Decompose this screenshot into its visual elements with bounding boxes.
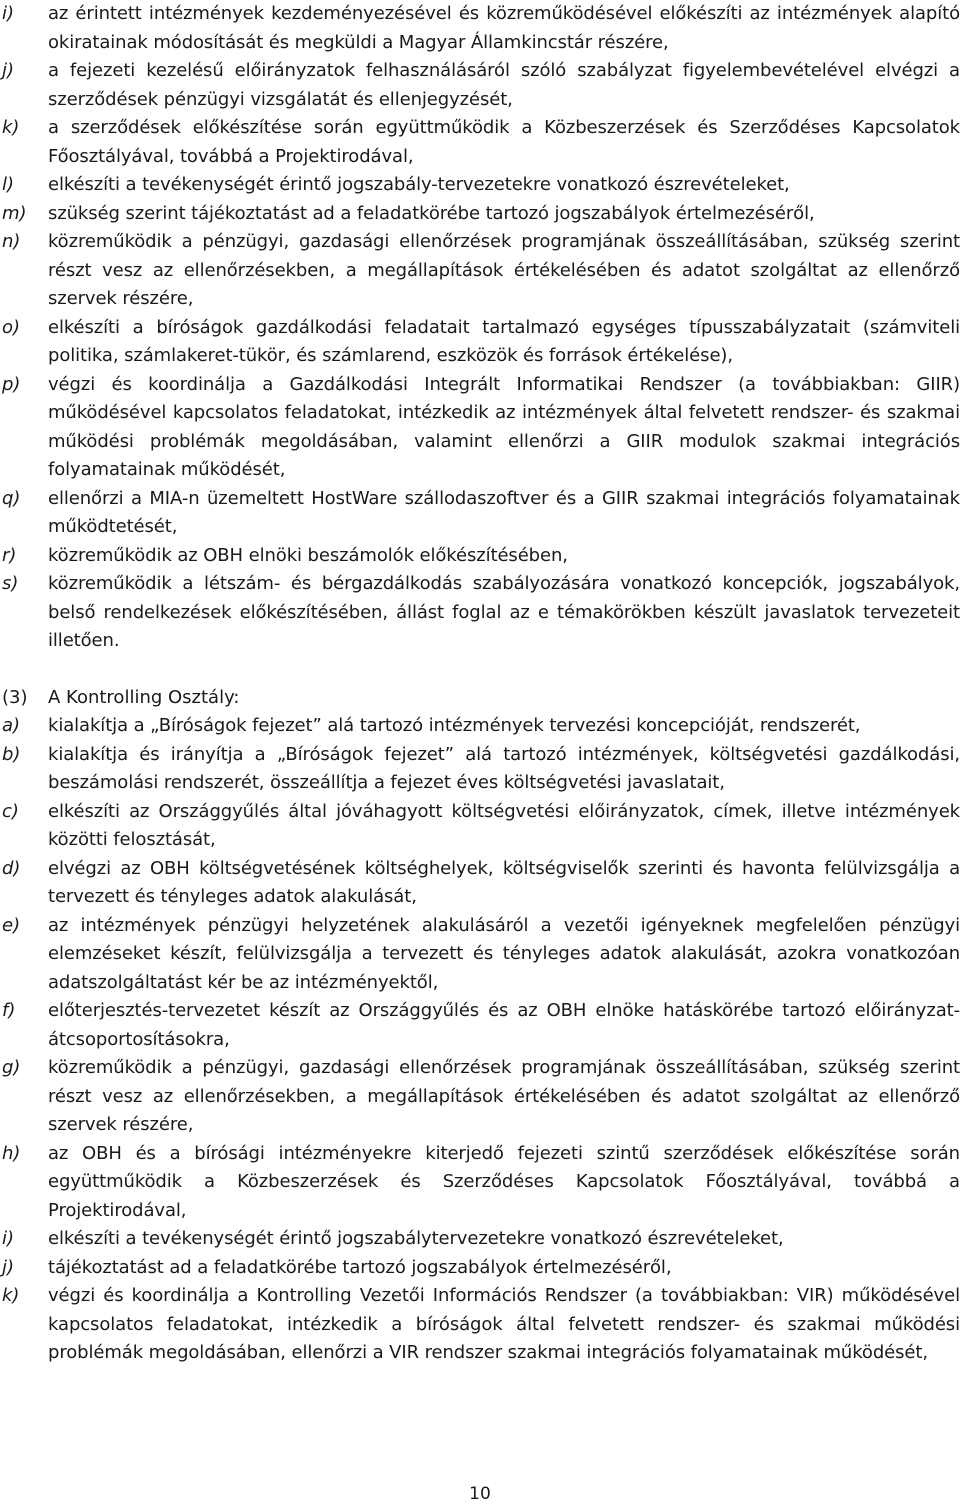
list-item-marker: j) xyxy=(2,1256,15,1278)
list-item xyxy=(0,798,960,855)
list-item-marker: i) xyxy=(2,1228,15,1249)
list-item xyxy=(0,228,960,314)
list-item-marker: q) xyxy=(2,487,21,509)
list-item xyxy=(0,485,960,542)
list-item-marker: s) xyxy=(2,573,19,594)
list-item-text: kialakítja és irányítja a „Bíróságok fejezet” alá tartozó intézmények, költségvetési gazdálkodási, beszámolási rendszerét, összeállítja a fejezet éves költségvetési javaslatait, xyxy=(48,743,960,793)
list-item-text: a fejezeti kezelésű előirányzatok felhasználásáról szóló szabályzat figyelembevételével elvégzi a szerződések pénzügyi vizsgálatát és ellenjegyzését, xyxy=(48,60,960,110)
list-item-text: kialakítja a „Bíróságok fejezet” alá tartozó intézmények tervezési koncepcióját, rendszerét, xyxy=(48,715,861,736)
list-item-text: közreműködik a pénzügyi, gazdasági ellenőrzések programjának összeállításában, szükség szerint részt vesz az ellenőrzésekben, a megállapítások értékelésében és adatot szolgáltat az ellenőrző szervek részére, xyxy=(48,1057,960,1135)
list-item xyxy=(0,570,960,656)
list-item xyxy=(0,1282,960,1368)
list-item-marker: g) xyxy=(2,1057,21,1078)
list-item-text: az érintett intézmények kezdeményezésével és közreműködésével előkészíti az intézmények alapító okiratainak módosítását és megküldi a Magyar Államkincstár részére, xyxy=(48,3,960,53)
list-item-text: elkészíti az Országgyűlés által jóváhagyott költségvetési előirányzatok, címek, illetve intézmények közötti felosztását, xyxy=(48,800,960,850)
list-item-text: elvégzi az OBH költségvetésének költséghelyek, költségviselők szerinti és havonta felülvizsgálja a tervezett és tényleges adatok alakulását, xyxy=(48,857,960,907)
list-item-marker: c) xyxy=(2,800,19,822)
list-item xyxy=(0,542,960,571)
list-item xyxy=(0,200,960,229)
list-item-marker: e) xyxy=(2,914,21,936)
list-item-text: közreműködik a létszám- és bérgazdálkodás szabályozására vonatkozó koncepciók, jogszabályok, belső rendelkezések előkészítésében, állást foglal az e témakörökben készült javaslatok tervezeteit illetően. xyxy=(48,573,960,651)
list-item-text: közreműködik a pénzügyi, gazdasági ellenőrzések programjának összeállításában, szükség szerint részt vesz az ellenőrzésekben, a megállapítások értékelésében és adatot szolgáltat az ellenőrző szervek részére, xyxy=(48,231,960,309)
list-item xyxy=(0,171,960,200)
list-item xyxy=(0,997,960,1054)
list-item-marker: k) xyxy=(2,1285,20,1306)
list-item-marker: f) xyxy=(2,1000,16,1021)
task-list-kontrolling xyxy=(0,712,960,1368)
list-item-text: ellenőrzi a MIA-n üzemeltett HostWare szállodaszoftver és a GIIR szakmai integrációs folyamatainak működtetését, xyxy=(48,487,960,537)
page-number: 10 xyxy=(469,1484,491,1504)
list-item-text: végzi és koordinálja a Kontrolling Vezetői Információs Rendszer (a továbbiakban: VIR) működésével kapcsolatos feladatokat, intézkedik a bíróságok által felvetett rendszer- és szakmai működési problémák megoldásában, ellenőrzi a VIR rendszer szakmai integrációs folyamatainak működését, xyxy=(48,1285,960,1363)
list-item-text: elkészíti a tevékenységét érintő jogszabály-tervezetekre vonatkozó észrevételeket, xyxy=(48,174,790,195)
task-list-previous-section xyxy=(0,0,960,656)
list-item xyxy=(0,1140,960,1226)
list-item-text: elkészíti a tevékenységét érintő jogszabálytervezetekre vonatkozó észrevételeket, xyxy=(48,1228,784,1249)
section-number: (3) xyxy=(2,687,28,708)
list-item xyxy=(0,1225,960,1254)
list-item-text: szükség szerint tájékoztatást ad a feladatkörébe tartozó jogszabályok értelmezéséről, xyxy=(48,202,815,224)
list-item-text: az intézmények pénzügyi helyzetének alakulásáról a vezetői igényeknek megfelelően pénzügyi elemzéseket készít, felülvizsgálja a tervezett és tényleges adatok alakulását, azokra vonatkozóan adatszolgáltatást kér be az intézményektől, xyxy=(48,914,960,993)
list-item-marker: a) xyxy=(2,715,21,736)
list-item-marker: o) xyxy=(2,316,21,338)
list-item-marker: l) xyxy=(2,174,15,195)
list-item xyxy=(0,855,960,912)
list-item-marker: b) xyxy=(2,743,21,765)
list-item xyxy=(0,371,960,485)
list-item-marker: i) xyxy=(2,3,15,24)
list-item-marker: k) xyxy=(2,117,20,138)
list-item-marker: h) xyxy=(2,1142,21,1164)
list-item-marker: p) xyxy=(2,373,21,395)
list-item xyxy=(0,912,960,998)
list-item xyxy=(0,712,960,741)
list-item-marker: j) xyxy=(2,60,15,81)
list-item xyxy=(0,57,960,114)
list-item-marker: d) xyxy=(2,857,21,879)
list-item-text: előterjesztés-tervezetet készít az Országgyűlés és az OBH elnöke hatáskörébe tartozó előirányzat-átcsoportosításokra, xyxy=(48,1000,960,1050)
list-item-text: végzi és koordinálja a Gazdálkodási Integrált Informatikai Rendszer (a továbbiakban: GIIR) működésével kapcsolatos feladatokat, intézkedik az intézmények által felvetett rendszer- és szakmai működési problémák megoldásában, valamint ellenőrzi a GIIR modulok szakmai integrációs folyamatainak működését, xyxy=(48,373,960,480)
list-item-text: a szerződések előkészítése során együttműködik a Közbeszerzések és Szerződéses Kapcsolatok Főosztályával, továbbá a Projektirodával, xyxy=(48,117,960,167)
list-item-marker: m) xyxy=(2,202,27,224)
list-item xyxy=(0,1054,960,1140)
list-item-text: elkészíti a bíróságok gazdálkodási feladatait tartalmazó egységes típusszabályzatait (számviteli politika, számlakeret-tükör, és számlarend, eszközök és források értékelése), xyxy=(48,316,960,366)
list-item xyxy=(0,1254,960,1283)
list-item xyxy=(0,741,960,798)
section-title: A Kontrolling Osztály: xyxy=(48,687,240,708)
list-item xyxy=(0,0,960,57)
list-item-marker: n) xyxy=(2,231,21,252)
list-item-text: az OBH és a bírósági intézményekre kiterjedő fejezeti szintű szerződések előkészítése során együttműködik a Közbeszerzések és Szerződéses Kapcsolatok Főosztályával, továbbá a Projektirodával, xyxy=(48,1142,960,1221)
list-item-text: tájékoztatást ad a feladatkörébe tartozó jogszabályok értelmezéséről, xyxy=(48,1256,672,1278)
section-heading xyxy=(2,684,240,713)
list-item-text: közreműködik az OBH elnöki beszámolók előkészítésében, xyxy=(48,544,568,566)
list-item xyxy=(0,314,960,371)
list-item-marker: r) xyxy=(2,544,17,566)
list-item xyxy=(0,114,960,171)
